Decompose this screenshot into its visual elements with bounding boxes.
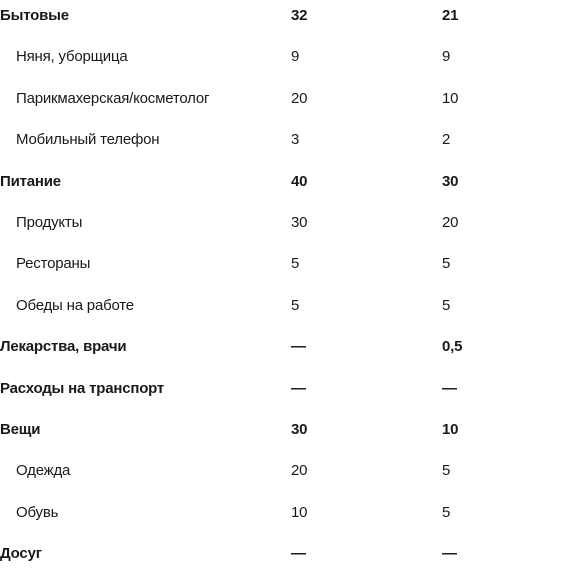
table-row bbox=[0, 166, 570, 207]
table-row bbox=[0, 124, 570, 165]
row-label: Мобильный телефон bbox=[16, 131, 160, 149]
row-value-a: 32 bbox=[291, 7, 308, 24]
table-row bbox=[0, 83, 570, 124]
table-row bbox=[0, 373, 570, 414]
row-value-a: 10 bbox=[291, 503, 308, 521]
row-label: Рестораны bbox=[16, 255, 91, 273]
row-label: Продукты bbox=[16, 213, 83, 231]
row-value-b: 5 bbox=[442, 462, 451, 480]
row-value-b: 2 bbox=[442, 131, 451, 149]
row-value-a: 40 bbox=[291, 172, 308, 190]
row-value-b: 5 bbox=[442, 296, 451, 314]
row-label: Обувь bbox=[16, 503, 59, 521]
row-value-b: 5 bbox=[442, 503, 451, 521]
row-value-b: — bbox=[442, 379, 457, 397]
table-row bbox=[0, 0, 570, 41]
row-label: Лекарства, врачи bbox=[0, 338, 127, 356]
row-label: Питание bbox=[0, 172, 61, 190]
row-value-b: 30 bbox=[442, 172, 459, 190]
row-value-a: 20 bbox=[291, 462, 308, 480]
row-label: Парикмахерская/косметолог bbox=[16, 89, 210, 107]
table-row bbox=[0, 455, 570, 496]
row-label: Расходы на транспорт bbox=[0, 379, 165, 397]
table-row bbox=[0, 207, 570, 248]
row-value-a: — bbox=[291, 338, 306, 356]
row-value-a: 30 bbox=[291, 213, 308, 231]
row-value-a: — bbox=[291, 379, 306, 397]
row-label: Досуг bbox=[0, 545, 42, 563]
row-value-a: 9 bbox=[291, 48, 300, 66]
row-value-b: — bbox=[442, 545, 457, 563]
table-row bbox=[0, 248, 570, 289]
row-value-b: 9 bbox=[442, 48, 451, 66]
row-label: Бытовые bbox=[0, 7, 69, 24]
row-value-b: 10 bbox=[442, 89, 459, 107]
row-label: Одежда bbox=[16, 462, 71, 480]
row-label: Вещи bbox=[0, 420, 41, 438]
table-row bbox=[0, 41, 570, 82]
row-value-a: 20 bbox=[291, 89, 308, 107]
row-value-a: 5 bbox=[291, 296, 300, 314]
row-value-a: — bbox=[291, 545, 306, 563]
row-value-b: 10 bbox=[442, 420, 459, 438]
row-label: Няня, уборщица bbox=[16, 48, 128, 66]
row-label: Обеды на работе bbox=[16, 296, 134, 314]
row-value-a: 5 bbox=[291, 255, 300, 273]
table-row bbox=[0, 414, 570, 455]
table-row bbox=[0, 497, 570, 538]
row-value-b: 21 bbox=[442, 7, 459, 24]
row-value-a: 3 bbox=[291, 131, 300, 149]
table-row bbox=[0, 290, 570, 331]
table-row bbox=[0, 331, 570, 372]
row-value-b: 0,5 bbox=[442, 338, 463, 356]
row-value-b: 5 bbox=[442, 255, 451, 273]
row-value-b: 20 bbox=[442, 213, 459, 231]
row-value-a: 30 bbox=[291, 420, 308, 438]
